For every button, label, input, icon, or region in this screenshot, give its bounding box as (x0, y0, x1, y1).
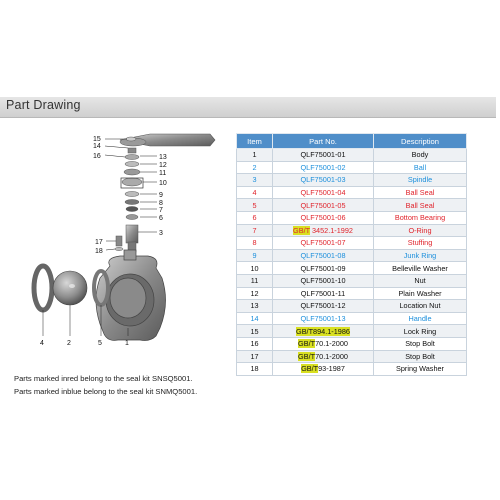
cell-part-no: QLF75001-05 (273, 199, 374, 212)
label-13: 13 (159, 154, 167, 161)
cell-item: 10 (237, 262, 273, 275)
cell-part-no: QLF75001-10 (273, 274, 374, 287)
standard-highlight: GB/T (298, 351, 316, 361)
seal-kit-notes (14, 372, 197, 398)
standard-highlight: GB/T (298, 339, 316, 349)
label-18: 18 (95, 248, 103, 255)
note-red: Parts marked inred belong to the seal kit SNSQ5001. (14, 374, 193, 383)
cell-item: 3 (237, 174, 273, 187)
cell-part-no: QLF75001-04 (273, 186, 374, 199)
cell-part-no: QLF75001-09 (273, 262, 374, 275)
cell-part-no: QLF75001-13 (273, 312, 374, 325)
col-header-part-no: Part No. (273, 134, 374, 149)
label-5: 5 (98, 340, 102, 347)
standard-highlight: GB/T894.1-1986 (296, 326, 350, 336)
cell-part-no (273, 363, 374, 376)
part-no-rest: 70.1-2000 (315, 339, 348, 349)
standard-highlight: GB/T (293, 225, 310, 235)
cell-item: 6 (237, 211, 273, 224)
label-16: 16 (93, 153, 101, 160)
seal-ring-4 (34, 266, 52, 310)
cell-description: Ball (374, 161, 467, 174)
section-title: Part Drawing (6, 98, 81, 112)
cell-description: Ball Seal (374, 199, 467, 212)
label-17: 17 (95, 239, 103, 246)
table-row (237, 312, 467, 325)
label-14: 14 (93, 143, 101, 150)
cell-item: 16 (237, 337, 273, 350)
cell-item: 13 (237, 300, 273, 313)
table-row (237, 274, 467, 287)
label-3: 3 (159, 230, 163, 237)
cell-description: O-Ring (374, 224, 467, 237)
table-row (237, 237, 467, 250)
cell-description: Location Nut (374, 300, 467, 313)
cell-part-no (273, 337, 374, 350)
table-row (237, 300, 467, 313)
cell-item: 9 (237, 249, 273, 262)
cell-description: Spindle (374, 174, 467, 187)
cell-part-no (273, 325, 374, 338)
cell-item: 12 (237, 287, 273, 300)
table-row (237, 337, 467, 350)
stop-bolt-part (115, 236, 123, 251)
cell-description: Plain Washer (374, 287, 467, 300)
label-15: 15 (93, 136, 101, 143)
table-row (237, 149, 467, 162)
cell-part-no (273, 350, 374, 363)
label-12: 12 (159, 162, 167, 169)
table-row (237, 186, 467, 199)
label-8: 8 (159, 200, 163, 207)
part-no-rest: 93-1987 (318, 364, 345, 374)
cell-part-no: QLF75001-06 (273, 211, 374, 224)
table-row (237, 287, 467, 300)
cell-description: Belleville Washer (374, 262, 467, 275)
table-row (237, 161, 467, 174)
cell-description: Handle (374, 312, 467, 325)
standard-highlight: GB/T (301, 364, 319, 374)
cell-item: 1 (237, 149, 273, 162)
label-2: 2 (67, 340, 71, 347)
cell-part-no: QLF75001-07 (273, 237, 374, 250)
cell-description: Spring Washer (374, 363, 467, 376)
cell-description: Stop Bolt (374, 350, 467, 363)
cell-part-no: QLF75001-12 (273, 300, 374, 313)
ball-part (53, 271, 87, 305)
cell-description: Stop Bolt (374, 337, 467, 350)
cell-item: 11 (237, 274, 273, 287)
table-row (237, 199, 467, 212)
exploded-valve-drawing (0, 128, 232, 408)
label-6: 6 (159, 215, 163, 222)
cell-part-no: QLF75001-11 (273, 287, 374, 300)
label-11: 11 (159, 170, 167, 177)
cell-description: Body (374, 149, 467, 162)
cell-item: 8 (237, 237, 273, 250)
table-row (237, 224, 467, 237)
parts-table (236, 133, 467, 376)
cell-item: 5 (237, 199, 273, 212)
cell-part-no (273, 224, 374, 237)
col-header-description: Description (374, 134, 467, 149)
cell-description: Stuffing (374, 237, 467, 250)
cell-item: 7 (237, 224, 273, 237)
cell-part-no: QLF75001-01 (273, 149, 374, 162)
label-9: 9 (159, 192, 163, 199)
col-header-item: Item (237, 134, 273, 149)
table-row (237, 350, 467, 363)
table-row (237, 174, 467, 187)
note-blue: Parts marked inblue belong to the seal kit SNMQ5001. (14, 387, 198, 396)
cell-item: 14 (237, 312, 273, 325)
table-header-row (237, 134, 467, 149)
table-row (237, 249, 467, 262)
label-7: 7 (159, 207, 163, 214)
cell-item: 15 (237, 325, 273, 338)
cell-description: Lock Ring (374, 325, 467, 338)
section-header (0, 97, 496, 118)
cell-item: 4 (237, 186, 273, 199)
table-row (237, 325, 467, 338)
cell-part-no: QLF75001-02 (273, 161, 374, 174)
label-10: 10 (159, 180, 167, 187)
table-row (237, 262, 467, 275)
cell-description: Nut (374, 274, 467, 287)
cell-description: Bottom Bearing (374, 211, 467, 224)
label-4: 4 (40, 340, 44, 347)
part-no-rest: 70.1-2000 (315, 351, 348, 361)
table-row (237, 363, 467, 376)
cell-description: Junk Ring (374, 249, 467, 262)
cell-description: Ball Seal (374, 186, 467, 199)
cell-item: 17 (237, 350, 273, 363)
cell-item: 18 (237, 363, 273, 376)
cell-item: 2 (237, 161, 273, 174)
cell-part-no: QLF75001-03 (273, 174, 374, 187)
cell-part-no: QLF75001-08 (273, 249, 374, 262)
label-1: 1 (125, 340, 129, 347)
parts-table-body (237, 149, 467, 376)
part-no-rest: 3452.1-1992 (309, 225, 353, 235)
table-row (237, 211, 467, 224)
stem-stack (121, 137, 143, 252)
